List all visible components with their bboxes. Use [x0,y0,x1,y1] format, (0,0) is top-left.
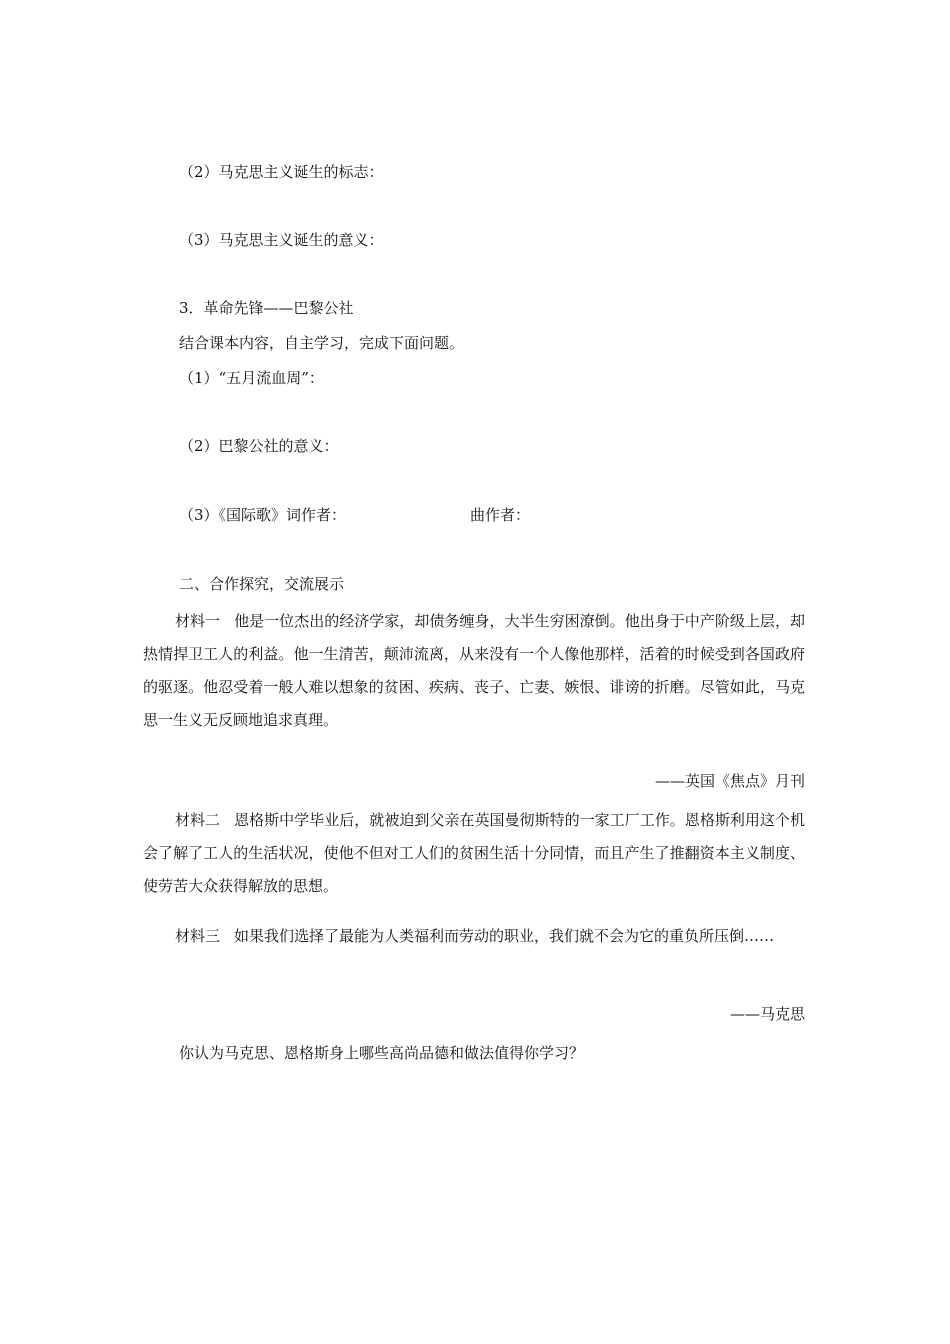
material-three-paragraph [143,920,805,953]
material-one-label: 材料一 [175,612,221,630]
material-three-text: 如果我们选择了最能为人类福利而劳动的职业，我们就不会为它的重负所压倒…… [234,927,775,945]
material-two-paragraph [143,804,805,903]
question-marxism-birth-significance: （3）马克思主义诞生的意义： [179,231,384,249]
material-one-paragraph [143,605,805,737]
material-three-label: 材料三 [175,927,221,945]
material-two-label: 材料二 [175,811,221,829]
question-internationale-composer: 曲作者： [470,506,531,524]
discussion-question: 你认为马克思、恩格斯身上哪些高尚品德和做法值得你学习？ [179,1044,585,1062]
question-paris-commune-significance: （2）巴黎公社的意义： [179,437,339,455]
question-bloody-week: （1）“五月流血周”： [179,369,324,387]
section-heading-cooperative-inquiry: 二、合作探究，交流展示 [179,575,345,593]
material-one-text: 他是一位杰出的经济学家，却债务缠身，大半生穷困潦倒。他出身于中产阶级上层，却热情捍卫工人的利益。他一生清苦，颠沛流离，从来没有一个人像他那样，活着的时候受到各国政府的驱逐。他忍受着一般人难以想象的贫困、疾病、丧子、亡妻、嫉恨、诽谤的折磨。尽管如此，马克思一生义无反顾地追求真理。 [143,612,805,729]
material-three-source: ——马克思 [729,1005,805,1023]
section-heading-paris-commune: 3．革命先锋——巴黎公社 [179,299,354,317]
material-one-source: ——英国《焦点》月刊 [654,772,805,790]
material-two-text: 恩格斯中学毕业后，就被迫到父亲在英国曼彻斯特的一家工厂工作。恩格斯利用这个机会了解了工人的生活状况，使他不但对工人们的贫困生活十分同情，而且产生了推翻资本主义制度、使劳苦大众获得解放的思想。 [143,811,805,895]
question-marxism-birth-sign: （2）马克思主义诞生的标志： [179,163,384,181]
instruction-text: 结合课本内容，自主学习，完成下面问题。 [179,334,465,352]
question-internationale-lyricist: （3）《国际歌》词作者： [179,506,347,524]
